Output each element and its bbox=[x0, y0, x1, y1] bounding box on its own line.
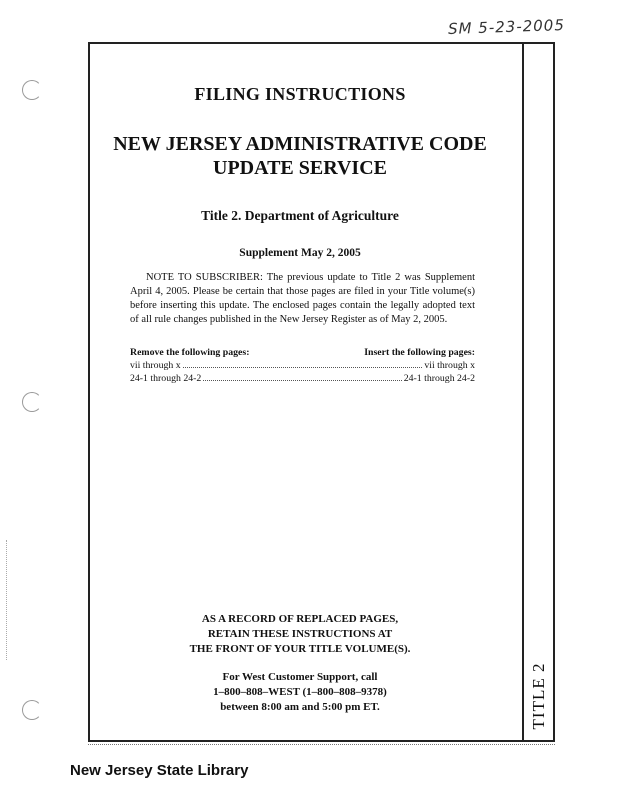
subheading-line-1: NEW JERSEY ADMINISTRATIVE CODE bbox=[113, 133, 487, 155]
subscriber-note: NOTE TO SUBSCRIBER: The previous update to Title 2 was Supplement April 4, 2005. Please be certain that those pages are filed in your Title volume(s) before inserting this update. The enclosed pages contain the legally adopted text of all rule changes published in the New Jersey Register as of May 2, 2005. bbox=[130, 272, 475, 325]
side-tab bbox=[522, 44, 553, 740]
remove-pages: 24-1 through 24-2 bbox=[130, 373, 202, 384]
remove-heading: Remove the following pages: bbox=[130, 347, 250, 358]
scan-edge-marks bbox=[6, 540, 8, 660]
record-instructions bbox=[110, 612, 490, 657]
remove-pages: vii through x bbox=[130, 360, 181, 371]
dot-leader bbox=[183, 367, 423, 368]
subheading-line-2: UPDATE SERVICE bbox=[213, 157, 387, 179]
insert-pages: vii through x bbox=[424, 360, 475, 371]
support-line-3: between 8:00 am and 5:00 pm ET. bbox=[220, 701, 380, 713]
supplement-line: Supplement May 2, 2005 bbox=[239, 247, 361, 259]
punch-hole-icon bbox=[22, 80, 42, 100]
pages-row bbox=[130, 372, 475, 385]
title-line: Title 2. Department of Agriculture bbox=[201, 208, 399, 223]
dot-leader bbox=[203, 380, 401, 381]
pages-table-header bbox=[130, 346, 475, 359]
punch-hole-icon bbox=[22, 392, 42, 412]
insert-pages: 24-1 through 24-2 bbox=[403, 373, 475, 384]
side-tab-label: TITLE 2 bbox=[528, 662, 548, 730]
punch-hole-icon bbox=[22, 700, 42, 720]
page-heading: FILING INSTRUCTIONS bbox=[194, 84, 406, 104]
page-subheading bbox=[110, 132, 490, 180]
pages-table bbox=[130, 346, 475, 385]
pages-row bbox=[130, 359, 475, 372]
support-line-1: For West Customer Support, call bbox=[222, 671, 378, 683]
library-stamp: New Jersey State Library bbox=[70, 762, 249, 779]
support-line-2: 1–800–808–WEST (1–800–808–9378) bbox=[213, 686, 387, 698]
handwritten-note: SM 5-23-2005 bbox=[447, 15, 566, 39]
customer-support bbox=[110, 670, 490, 715]
record-line-1: AS A RECORD OF REPLACED PAGES, bbox=[201, 613, 399, 625]
record-line-3: THE FRONT OF YOUR TITLE VOLUME(S). bbox=[189, 643, 411, 655]
insert-heading: Insert the following pages: bbox=[364, 347, 475, 358]
record-line-2: RETAIN THESE INSTRUCTIONS AT bbox=[207, 628, 393, 640]
